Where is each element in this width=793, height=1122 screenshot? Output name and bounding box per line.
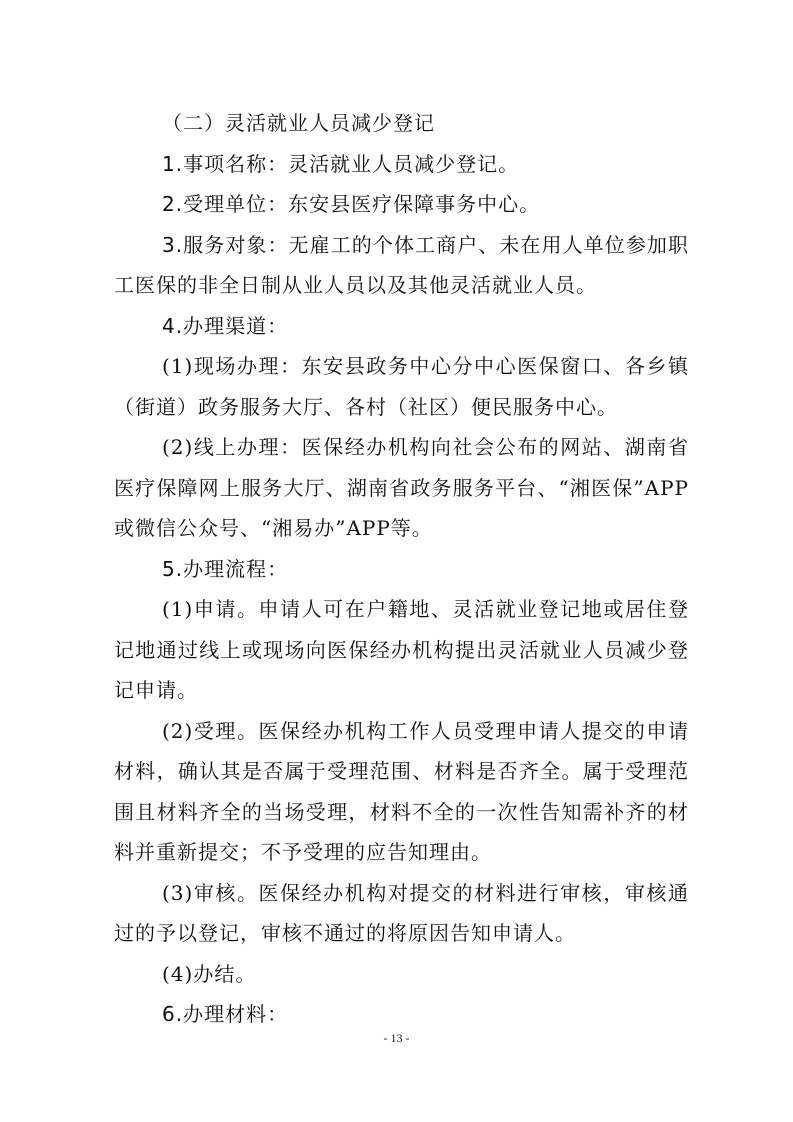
process-apply: (1)申请。申请人可在户籍地、灵活就业登记地或居住登记地通过线上或现场向医保经办机构提出灵活就业人员减少登记申请。: [114, 597, 689, 702]
process-review: (3)审核。医保经办机构对提交的材料进行审核，审核通过的予以登记，审核不通过的将原因告知申请人。: [114, 880, 689, 945]
process-complete: (4)办结。: [162, 961, 257, 986]
materials-heading: 6.办理材料：: [162, 1002, 289, 1026]
service-target: 3.服务对象：无雇工的个体工商户、未在用人单位参加职工医保的非全日制从业人员以及其他灵活就业人员。: [114, 232, 689, 297]
channel-online: (2)线上办理：医保经办机构向社会公布的网站、湖南省医疗保障网上服务大厅、湖南省政务服务平台、“湘医保”APP或微信公众号、“湘易办”APP等。: [114, 435, 689, 540]
channel-onsite: (1)现场办理：东安县政务中心分中心医保窗口、各乡镇（街道）政务服务大厅、各村（社区）便民服务中心。: [114, 354, 689, 419]
document-body: [114, 103, 689, 1035]
section-heading: （二）灵活就业人员减少登记: [162, 111, 435, 135]
channels-heading: 4.办理渠道：: [162, 313, 289, 338]
accepting-unit: 2.受理单位：东安县医疗保障事务中心。: [162, 192, 541, 216]
item-name: 1.事项名称：灵活就业人员减少登记。: [162, 151, 520, 176]
process-heading: 5.办理流程：: [162, 556, 289, 581]
process-accept: (2)受理。医保经办机构工作人员受理申请人提交的申请材料，确认其是否属于受理范围、材料是否齐全。属于受理范围且材料齐全的当场受理，材料不全的一次性告知需补齐的材料并重新提交；不予受理的应告知理由。: [114, 718, 689, 864]
page-number: - 13 -: [383, 1031, 410, 1045]
